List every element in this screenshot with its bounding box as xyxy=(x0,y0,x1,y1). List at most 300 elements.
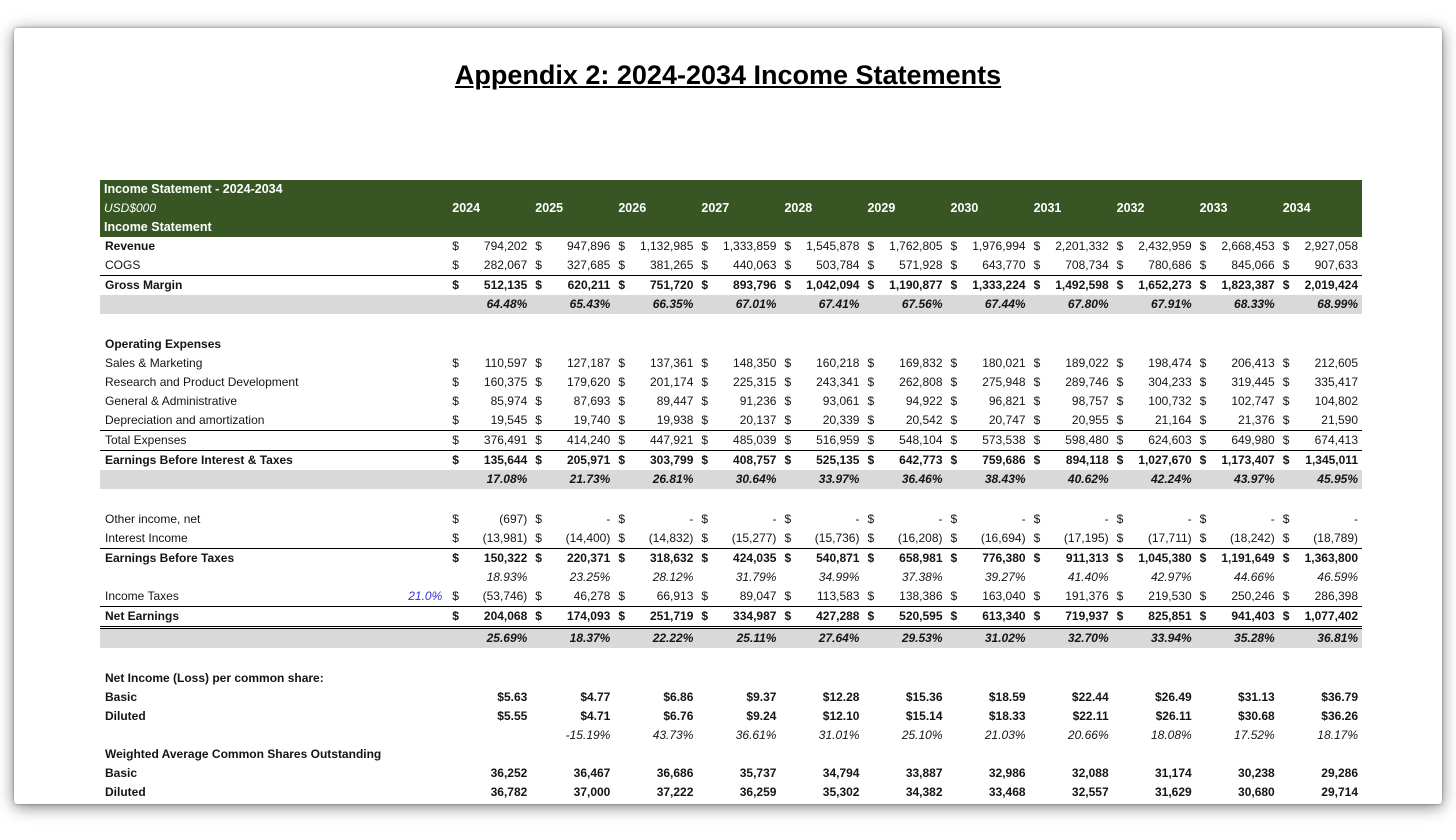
currency-symbol: $ xyxy=(1116,394,1124,408)
amount: 447,921 xyxy=(650,433,694,447)
amount: - xyxy=(606,512,611,526)
value-cell: 25.69% xyxy=(448,628,531,649)
value-cell xyxy=(531,510,614,529)
currency-symbol: $ xyxy=(452,278,459,292)
amount: 408,757 xyxy=(733,453,777,467)
value-cell xyxy=(1113,354,1196,373)
row-label xyxy=(100,314,448,335)
value-cell xyxy=(448,726,531,745)
amount: 96,821 xyxy=(988,394,1026,408)
currency-symbol: $ xyxy=(784,609,792,623)
value-cell xyxy=(1196,256,1279,276)
value-cell: 18.08% xyxy=(1150,728,1192,742)
value-cell xyxy=(531,256,614,276)
currency-symbol: $ xyxy=(535,609,542,623)
amount: (14,400) xyxy=(565,531,611,545)
value-cell xyxy=(531,489,614,510)
value-cell xyxy=(1030,392,1113,411)
amount: 219,530 xyxy=(1148,589,1192,603)
value-cell xyxy=(947,648,1030,669)
value-cell: 45.95% xyxy=(1279,470,1362,489)
amount: (53,746) xyxy=(482,589,528,603)
accounting-value xyxy=(1117,451,1192,470)
value-cell xyxy=(947,392,1030,411)
accounting-value xyxy=(535,607,610,626)
value-cell: $5.55 xyxy=(497,709,528,723)
amount: 19,740 xyxy=(573,413,611,427)
row-label xyxy=(100,489,448,510)
currency-symbol: $ xyxy=(1199,258,1207,272)
currency-symbol: $ xyxy=(1199,589,1207,603)
accounting-value xyxy=(618,373,693,392)
value-cell xyxy=(1279,549,1362,569)
currency-symbol: $ xyxy=(784,258,792,272)
currency-symbol: $ xyxy=(1282,589,1290,603)
amount: 1,333,859 xyxy=(723,239,777,253)
currency-symbol: $ xyxy=(618,433,626,447)
amount: 220,371 xyxy=(566,551,611,565)
value-cell xyxy=(1196,510,1279,529)
amount: - xyxy=(1354,512,1358,526)
value-cell xyxy=(697,745,780,764)
value-cell: 65.43% xyxy=(531,295,614,314)
value-cell xyxy=(1030,411,1113,431)
accounting-value xyxy=(1283,411,1358,430)
value-cell xyxy=(1279,648,1362,669)
value-cell xyxy=(531,529,614,549)
amount: 674,413 xyxy=(1314,433,1358,447)
value-cell xyxy=(780,510,863,529)
amount: (17,711) xyxy=(1147,531,1192,545)
accounting-value xyxy=(701,529,776,548)
value-cell: 38.43% xyxy=(947,470,1030,489)
value-cell: $6.76 xyxy=(663,709,694,723)
value-cell xyxy=(947,373,1030,392)
amount: (13,981) xyxy=(482,531,528,545)
currency-symbol: $ xyxy=(1116,356,1124,370)
amount: (16,694) xyxy=(980,531,1026,545)
currency-symbol: $ xyxy=(452,453,459,467)
value-cell xyxy=(1279,392,1362,411)
currency-symbol: $ xyxy=(1116,551,1124,565)
amount: 751,720 xyxy=(650,278,694,292)
amount: 19,545 xyxy=(490,413,528,427)
value-cell xyxy=(863,451,946,471)
currency-symbol: $ xyxy=(452,589,459,603)
accounting-value xyxy=(1117,529,1192,548)
currency-symbol: $ xyxy=(1116,375,1124,389)
table-row-spacer-1 xyxy=(100,314,1362,335)
value-cell xyxy=(531,335,614,354)
accounting-value xyxy=(535,354,610,373)
accounting-value xyxy=(784,529,859,548)
value-cell xyxy=(863,354,946,373)
value-cell xyxy=(780,276,863,296)
value-cell: 21.03% xyxy=(984,728,1026,742)
year-header: 2033 xyxy=(1196,199,1279,218)
table-row-ebit-pct xyxy=(100,470,1362,489)
accounting-value xyxy=(452,256,527,275)
value-cell xyxy=(1196,549,1279,569)
value-cell xyxy=(947,276,1030,296)
value-cell xyxy=(1113,510,1196,529)
accounting-value xyxy=(701,431,776,450)
value-cell: $18.59 xyxy=(988,690,1026,704)
value-cell xyxy=(1196,411,1279,431)
currency-symbol: $ xyxy=(535,531,542,545)
accounting-value xyxy=(867,411,942,430)
amount: 1,545,878 xyxy=(806,239,860,253)
accounting-value xyxy=(701,237,776,256)
accounting-value xyxy=(535,529,610,548)
value-cell xyxy=(1279,431,1362,451)
value-cell xyxy=(614,587,697,607)
value-cell xyxy=(531,607,614,628)
accounting-value xyxy=(535,392,610,411)
value-cell xyxy=(614,237,697,256)
currency-symbol: $ xyxy=(1282,394,1290,408)
accounting-value xyxy=(951,549,1026,568)
accounting-value xyxy=(784,256,859,275)
value-cell xyxy=(1030,669,1113,688)
currency-symbol: $ xyxy=(452,433,459,447)
currency-symbol: $ xyxy=(1033,258,1041,272)
currency-symbol: $ xyxy=(784,413,792,427)
currency-symbol: $ xyxy=(618,512,626,526)
value-cell xyxy=(1279,276,1362,296)
accounting-value xyxy=(951,587,1026,606)
amount: 1,492,598 xyxy=(1055,278,1109,292)
accounting-value xyxy=(867,256,942,275)
accounting-value xyxy=(535,411,610,430)
currency-symbol: $ xyxy=(784,453,792,467)
value-cell: 67.01% xyxy=(697,295,780,314)
amount: 825,851 xyxy=(1148,609,1192,623)
value-cell xyxy=(1113,607,1196,628)
row-label: Basic xyxy=(105,766,138,780)
value-cell: $15.36 xyxy=(905,690,943,704)
accounting-value xyxy=(867,587,942,606)
row-label xyxy=(100,726,448,745)
table-row-shares-header xyxy=(100,745,1362,764)
currency-symbol: $ xyxy=(1282,239,1290,253)
value-cell xyxy=(947,607,1030,628)
accounting-value xyxy=(1034,607,1109,626)
value-cell: 35.28% xyxy=(1196,628,1279,649)
table-row-research-development xyxy=(100,373,1362,392)
table-title: Income Statement - 2024-2034 xyxy=(100,180,448,199)
amount: 381,265 xyxy=(650,258,694,272)
accounting-value xyxy=(951,354,1026,373)
amount: 708,734 xyxy=(1065,258,1109,272)
table-row-net-earnings xyxy=(100,607,1362,628)
value-cell xyxy=(863,276,946,296)
currency-symbol: $ xyxy=(867,551,875,565)
amount: - xyxy=(772,512,777,526)
value-cell xyxy=(780,648,863,669)
currency-symbol: $ xyxy=(1199,278,1207,292)
amount: (18,789) xyxy=(1313,531,1358,545)
amount: - xyxy=(689,512,694,526)
value-cell: 67.80% xyxy=(1030,295,1113,314)
value-cell xyxy=(448,489,531,510)
value-cell xyxy=(1113,587,1196,607)
amount: 893,796 xyxy=(733,278,777,292)
table-row-sales-marketing xyxy=(100,354,1362,373)
accounting-value xyxy=(1283,237,1358,256)
amount: 2,201,332 xyxy=(1055,239,1109,253)
value-cell xyxy=(863,411,946,431)
value-cell: 37.38% xyxy=(901,570,943,584)
year-header: 2031 xyxy=(1030,199,1113,218)
value-cell: 32,557 xyxy=(1071,785,1109,799)
value-cell xyxy=(614,276,697,296)
accounting-value xyxy=(1117,354,1192,373)
value-cell xyxy=(614,373,697,392)
value-cell xyxy=(863,256,946,276)
accounting-value xyxy=(1283,354,1358,373)
value-cell: 36.46% xyxy=(863,470,946,489)
currency-symbol: $ xyxy=(1282,413,1290,427)
currency-symbol: $ xyxy=(452,413,459,427)
amount: 160,218 xyxy=(816,356,860,370)
accounting-value xyxy=(1283,607,1358,626)
currency-symbol: $ xyxy=(950,589,958,603)
currency-symbol: $ xyxy=(1033,609,1041,623)
value-cell xyxy=(1113,314,1196,335)
currency-symbol: $ xyxy=(1199,239,1207,253)
accounting-value xyxy=(951,431,1026,450)
value-cell xyxy=(531,431,614,451)
value-cell: 25.10% xyxy=(901,728,943,742)
accounting-value xyxy=(1283,276,1358,295)
value-cell xyxy=(448,451,531,471)
currency-symbol: $ xyxy=(535,356,542,370)
amount: 1,132,985 xyxy=(640,239,694,253)
currency-symbol: $ xyxy=(618,356,626,370)
accounting-value xyxy=(618,451,693,470)
accounting-value xyxy=(1200,373,1275,392)
amount: 376,491 xyxy=(483,433,528,447)
accounting-value xyxy=(535,431,610,450)
accounting-value xyxy=(701,276,776,295)
accounting-value xyxy=(1200,354,1275,373)
table-row-cogs xyxy=(100,256,1362,276)
value-cell xyxy=(1279,411,1362,431)
accounting-value xyxy=(1034,256,1109,275)
table-row-shares-diluted xyxy=(100,783,1362,802)
currency-symbol: $ xyxy=(701,609,709,623)
currency-symbol: $ xyxy=(701,356,709,370)
value-cell xyxy=(697,607,780,628)
accounting-value xyxy=(951,451,1026,470)
table-row-eps-header xyxy=(100,669,1362,688)
amount: 198,474 xyxy=(1148,356,1192,370)
value-cell xyxy=(1030,510,1113,529)
value-cell xyxy=(947,745,1030,764)
row-label: Basic xyxy=(105,690,138,704)
table-row-eps-diluted xyxy=(100,707,1362,726)
row-label xyxy=(100,628,448,649)
currency-symbol: $ xyxy=(784,589,792,603)
currency-symbol: $ xyxy=(784,394,792,408)
value-cell xyxy=(1113,549,1196,569)
value-cell xyxy=(1030,314,1113,335)
value-cell xyxy=(947,510,1030,529)
accounting-value xyxy=(1200,587,1275,606)
currency-symbol: $ xyxy=(1199,356,1207,370)
value-cell: 31,174 xyxy=(1154,766,1192,780)
value-cell: 30,680 xyxy=(1238,785,1275,799)
value-cell xyxy=(780,489,863,510)
value-cell xyxy=(863,529,946,549)
value-cell xyxy=(531,314,614,335)
amount: 85,974 xyxy=(490,394,528,408)
value-cell xyxy=(697,510,780,529)
currency-symbol: $ xyxy=(1282,375,1290,389)
amount: 1,173,407 xyxy=(1221,453,1275,467)
value-cell xyxy=(1196,237,1279,256)
value-cell: $26.11 xyxy=(1155,709,1192,723)
row-label-text: Income Taxes xyxy=(105,589,179,603)
accounting-value xyxy=(618,549,693,568)
accounting-value xyxy=(535,256,610,275)
amount: 1,976,994 xyxy=(972,239,1026,253)
value-cell: 36,259 xyxy=(739,785,777,799)
amount: 642,773 xyxy=(899,453,943,467)
accounting-value xyxy=(618,392,693,411)
currency-symbol: $ xyxy=(535,278,542,292)
value-cell xyxy=(1030,431,1113,451)
currency-symbol: $ xyxy=(618,278,626,292)
value-cell xyxy=(448,587,531,607)
amount: 1,077,402 xyxy=(1304,609,1358,623)
value-cell: 27.64% xyxy=(780,628,863,649)
currency-symbol: $ xyxy=(867,239,875,253)
currency-symbol: $ xyxy=(867,413,875,427)
currency-symbol: $ xyxy=(535,394,542,408)
value-cell xyxy=(1030,529,1113,549)
currency-symbol: $ xyxy=(701,375,709,389)
value-cell xyxy=(531,411,614,431)
accounting-value xyxy=(701,510,776,529)
value-cell: 31.79% xyxy=(735,570,777,584)
value-cell: 36,467 xyxy=(573,766,611,780)
value-cell xyxy=(614,411,697,431)
label-with-note xyxy=(105,587,444,606)
currency-symbol: $ xyxy=(1033,375,1041,389)
amount: 20,747 xyxy=(988,413,1026,427)
amount: 776,380 xyxy=(982,551,1026,565)
value-cell xyxy=(780,549,863,569)
amount: 613,340 xyxy=(982,609,1026,623)
row-label: COGS xyxy=(105,258,141,272)
accounting-value xyxy=(701,256,776,275)
value-cell: 40.62% xyxy=(1030,470,1113,489)
table-row-gross-margin xyxy=(100,276,1362,296)
value-cell xyxy=(614,451,697,471)
value-cell: 37,222 xyxy=(656,785,694,799)
amount: (15,736) xyxy=(814,531,860,545)
table-row-interest-income xyxy=(100,529,1362,549)
value-cell xyxy=(614,314,697,335)
row-label: Weighted Average Common Shares Outstanding xyxy=(105,747,382,761)
currency-symbol: $ xyxy=(1116,239,1124,253)
value-cell xyxy=(697,256,780,276)
amount: 598,480 xyxy=(1065,433,1109,447)
currency-symbol: $ xyxy=(1116,531,1124,545)
value-cell xyxy=(1196,669,1279,688)
value-cell xyxy=(780,451,863,471)
value-cell xyxy=(863,373,946,392)
value-cell: 67.56% xyxy=(863,295,946,314)
accounting-value xyxy=(701,587,776,606)
currency-symbol: $ xyxy=(701,278,709,292)
accounting-value xyxy=(535,276,610,295)
value-cell xyxy=(780,314,863,335)
table-row-spacer-3 xyxy=(100,648,1362,669)
currency-symbol: $ xyxy=(701,413,709,427)
currency-symbol: $ xyxy=(950,278,958,292)
value-cell: 17.52% xyxy=(1234,728,1275,742)
value-cell: 34,794 xyxy=(822,766,860,780)
value-cell xyxy=(1279,489,1362,510)
value-cell xyxy=(1196,276,1279,296)
amount: 414,240 xyxy=(566,433,611,447)
amount: 89,047 xyxy=(739,589,777,603)
value-cell xyxy=(863,314,946,335)
value-cell: $6.86 xyxy=(663,690,694,704)
value-cell: 36,252 xyxy=(490,766,528,780)
amount: 1,190,877 xyxy=(889,278,943,292)
value-cell xyxy=(780,745,863,764)
value-cell: 29.53% xyxy=(863,628,946,649)
accounting-value xyxy=(867,431,942,450)
amount: 89,447 xyxy=(656,394,694,408)
accounting-value xyxy=(1117,237,1192,256)
currency-symbol: $ xyxy=(950,413,958,427)
value-cell xyxy=(1279,745,1362,764)
accounting-value xyxy=(1200,256,1275,275)
row-label: Total Expenses xyxy=(100,431,448,451)
amount: 169,832 xyxy=(899,356,943,370)
accounting-value xyxy=(951,607,1026,626)
value-cell: $26.49 xyxy=(1154,690,1192,704)
accounting-value xyxy=(867,607,942,626)
value-cell xyxy=(448,549,531,569)
accounting-value xyxy=(867,392,942,411)
currency-symbol: $ xyxy=(1199,531,1207,545)
value-cell: 33,468 xyxy=(988,785,1026,799)
row-label: Net Income (Loss) per common share: xyxy=(105,671,324,685)
accounting-value xyxy=(1034,392,1109,411)
amount: 649,980 xyxy=(1231,433,1275,447)
currency-symbol: $ xyxy=(784,551,792,565)
value-cell xyxy=(863,549,946,569)
table-row-ebit xyxy=(100,451,1362,471)
currency-symbol: $ xyxy=(535,375,542,389)
accounting-value xyxy=(784,373,859,392)
currency-symbol: $ xyxy=(1116,413,1124,427)
amount: 503,784 xyxy=(816,258,860,272)
accounting-value xyxy=(452,431,527,450)
currency-symbol: $ xyxy=(1116,278,1124,292)
value-cell xyxy=(448,237,531,256)
amount: 941,403 xyxy=(1231,609,1275,623)
amount: 206,413 xyxy=(1231,356,1275,370)
amount: - xyxy=(1021,512,1026,526)
currency-symbol: $ xyxy=(535,551,542,565)
